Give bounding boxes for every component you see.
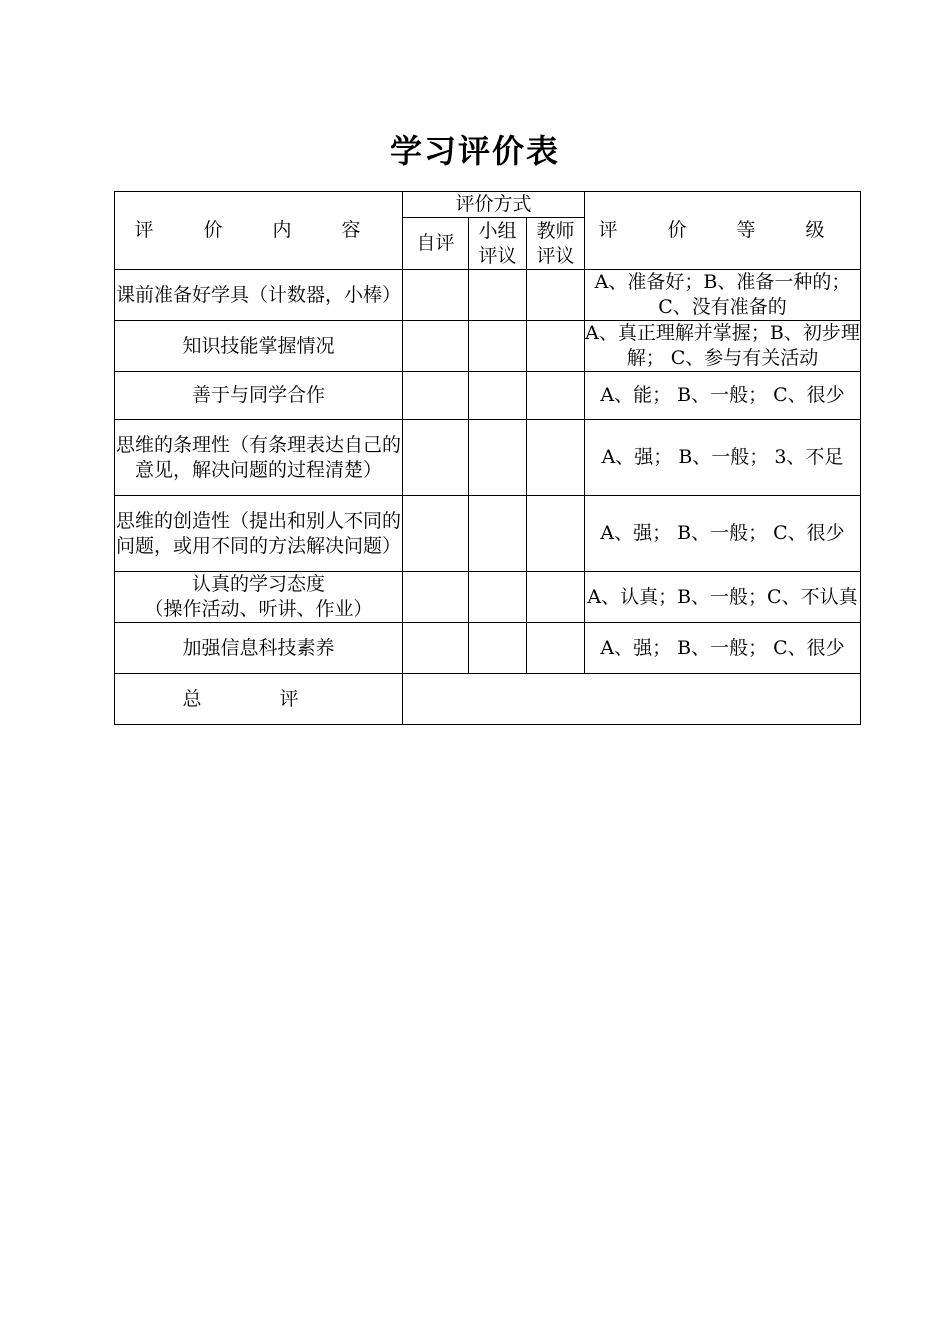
- group-cell[interactable]: [469, 623, 527, 674]
- row-grade: A、认真；B、一般；C、不认真: [585, 572, 861, 623]
- table-row: [115, 372, 861, 420]
- group-cell[interactable]: [469, 496, 527, 572]
- summary-row: [115, 674, 861, 725]
- row-content: 思维的条理性（有条理表达自己的意见，解决问题的过程清楚）: [115, 420, 403, 496]
- row-grade: A、强； B、一般； C、很少: [585, 623, 861, 674]
- row-grade: A、准备好；B、准备一种的；C、没有准备的: [585, 270, 861, 321]
- row-grade: A、能； B、一般； C、很少: [585, 372, 861, 420]
- self-cell[interactable]: [403, 420, 469, 496]
- group-cell[interactable]: [469, 270, 527, 321]
- self-cell[interactable]: [403, 496, 469, 572]
- evaluation-table: [114, 191, 861, 725]
- teacher-cell[interactable]: [527, 321, 585, 372]
- header-teacher-line1: 教师: [536, 219, 575, 242]
- row-content: 善于与同学合作: [115, 372, 403, 420]
- group-cell[interactable]: [469, 321, 527, 372]
- row-content-line2: （操作活动、听讲、作业）: [144, 598, 373, 620]
- header-group: [469, 218, 527, 270]
- header-content: 评 价 内 容: [115, 192, 403, 270]
- summary-label: 总 评: [115, 674, 403, 725]
- header-method-group: 评价方式: [403, 192, 585, 218]
- header-self: 自评: [403, 218, 469, 270]
- row-content: 课前准备好学具（计数器，小棒）: [115, 270, 403, 321]
- header-group-line2: 评议: [478, 244, 517, 267]
- row-grade: A、强； B、一般； 3、不足: [585, 420, 861, 496]
- row-content: 知识技能掌握情况: [115, 321, 403, 372]
- self-cell[interactable]: [403, 372, 469, 420]
- group-cell[interactable]: [469, 420, 527, 496]
- table-row: [115, 572, 861, 623]
- teacher-cell[interactable]: [527, 270, 585, 321]
- self-cell[interactable]: [403, 270, 469, 321]
- table-row: [115, 270, 861, 321]
- header-group-line1: 小组: [478, 219, 517, 242]
- table-row: [115, 496, 861, 572]
- teacher-cell[interactable]: [527, 623, 585, 674]
- row-content: [115, 572, 403, 623]
- table-row: [115, 623, 861, 674]
- header-teacher: [527, 218, 585, 270]
- header-teacher-line2: 评议: [536, 244, 575, 267]
- teacher-cell[interactable]: [527, 572, 585, 623]
- row-grade: A、真正理解并掌握；B、初步理解； C、参与有关活动: [585, 321, 861, 372]
- row-content: 加强信息科技素养: [115, 623, 403, 674]
- row-grade: A、强； B、一般； C、很少: [585, 496, 861, 572]
- table-row: [115, 321, 861, 372]
- self-cell[interactable]: [403, 623, 469, 674]
- group-cell[interactable]: [469, 372, 527, 420]
- self-cell[interactable]: [403, 321, 469, 372]
- group-cell[interactable]: [469, 572, 527, 623]
- row-content: 思维的创造性（提出和别人不同的问题，或用不同的方法解决问题）: [115, 496, 403, 572]
- teacher-cell[interactable]: [527, 372, 585, 420]
- page-title: 学习评价表: [389, 132, 560, 170]
- teacher-cell[interactable]: [527, 420, 585, 496]
- table-row: [115, 420, 861, 496]
- header-grade: 评 价 等 级: [585, 192, 861, 270]
- self-cell[interactable]: [403, 572, 469, 623]
- summary-cell[interactable]: [403, 674, 861, 725]
- row-content-line1: 认真的学习态度: [191, 573, 325, 595]
- teacher-cell[interactable]: [527, 496, 585, 572]
